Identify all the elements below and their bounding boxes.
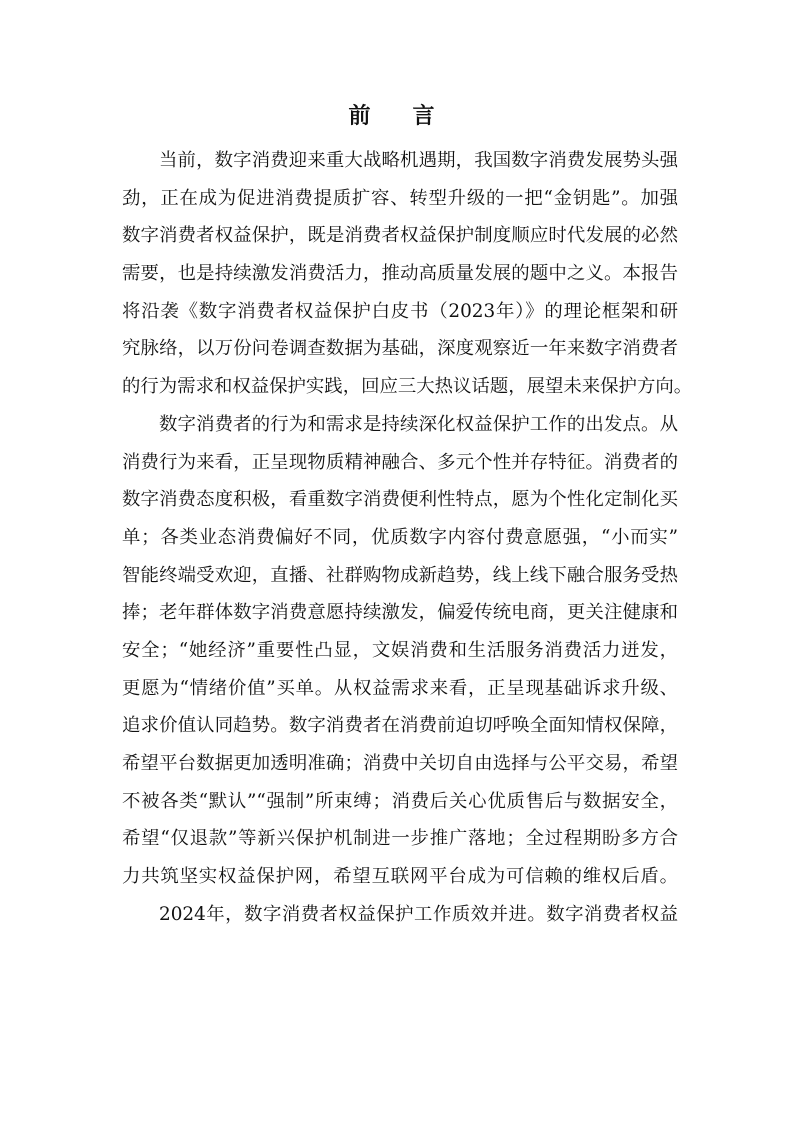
text-line: 不被各类“默认”“强制”所束缚；消费后关心优质售后与数据安全， — [122, 790, 678, 812]
text-line: 消费行为来看，正呈现物质精神融合、多元个性并存特征。消费者的 — [122, 451, 678, 473]
text-line: 将沿袭《数字消费者权益保护白皮书（2023年）》的理论框架和研 — [122, 300, 678, 322]
text-line: 当前，数字消费迎来重大战略机遇期，我国数字消费发展势头强 — [159, 150, 678, 171]
text-line: 捧；老年群体数字消费意愿持续激发，偏爱传统电商，更关注健康和 — [122, 602, 678, 624]
document-body — [122, 142, 693, 933]
page-title: 前 言 — [348, 104, 445, 129]
text-line: 数字消费态度积极，看重数字消费便利性特点，愿为个性化定制化买 — [122, 489, 678, 511]
text-line: 智能终端受欢迎，直播、社群购物成新趋势，线上线下融合服务受热 — [122, 564, 678, 586]
text-line: 劲，正在成为促进消费提质扩容、转型升级的一把“金钥匙”。加强 — [122, 187, 678, 209]
text-line: 的行为需求和权益保护实践，回应三大热议话题，展望未来保护方向。 — [122, 376, 693, 398]
paragraph — [122, 896, 678, 934]
text-line: 追求价值认同趋势。数字消费者在消费前迫切呼唤全面知情权保障， — [122, 715, 678, 737]
text-line: 更愿为“情绪价值”买单。从权益需求来看，正呈现基础诉求升级、 — [122, 677, 678, 699]
paragraph — [122, 406, 678, 896]
text-line: 数字消费者的行为和需求是持续深化权益保护工作的出发点。从 — [159, 413, 678, 435]
text-line: 究脉络，以万份问卷调查数据为基础，深度观察近一年来数字消费者 — [122, 338, 678, 360]
text-line: 安全；“她经济”重要性凸显，文娱消费和生活服务消费活力迸发， — [122, 639, 678, 661]
text-line: 2024年，数字消费者权益保护工作质效并进。数字消费者权益 — [159, 903, 678, 925]
text-line: 希望平台数据更加透明准确；消费中关切自由选择与公平交易，希望 — [122, 753, 678, 774]
paragraph — [122, 142, 693, 406]
text-line: 希望“仅退款”等新兴保护机制进一步推广落地；全过程期盼多方合 — [122, 828, 678, 850]
text-line: 需要，也是持续激发消费活力，推动高质量发展的题中之义。本报告 — [122, 263, 678, 285]
text-line: 数字消费者权益保护，既是消费者权益保护制度顺应时代发展的必然 — [122, 225, 678, 247]
text-line: 单；各类业态消费偏好不同，优质数字内容付费意愿强，“小而实” — [122, 526, 678, 548]
text-line: 力共筑坚实权益保护网，希望互联网平台成为可信赖的维权后盾。 — [122, 866, 678, 888]
